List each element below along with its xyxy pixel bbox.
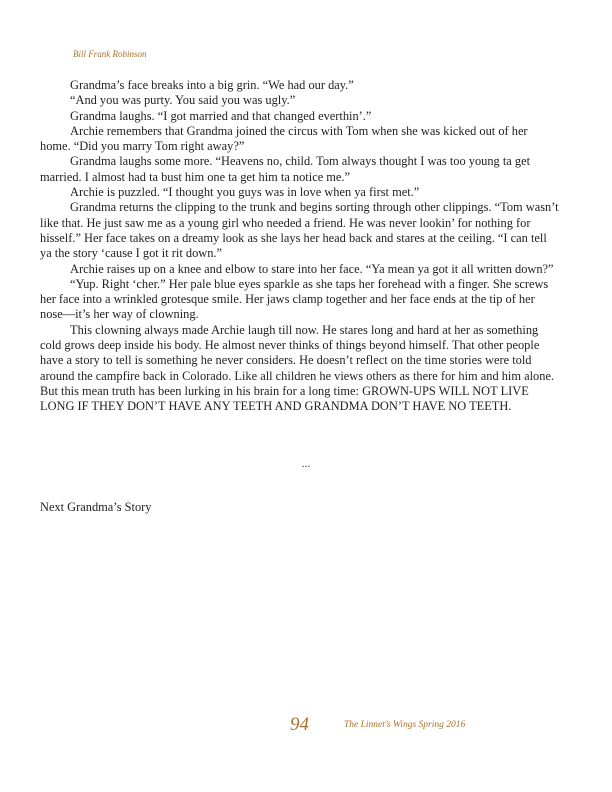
next-story-link[interactable]: Next Grandma’s Story <box>40 500 152 514</box>
story-paragraph: Grandma laughs some more. “Heavens no, child. Tom always thought I was too young ta get married. I almost had ta bust him one ta get him ta notice me.” <box>40 154 531 184</box>
scene-break: ... <box>301 456 311 470</box>
page-number: 94 <box>290 714 309 735</box>
story-paragraph: Archie is puzzled. “I thought you guys was in love when ya first met.” <box>70 185 420 200</box>
story-paragraph: Grandma’s face breaks into a big grin. “We had our day.” <box>70 78 354 92</box>
story-paragraph: This clowning always made Archie laugh till now. He stares long and hard at her as something cold grows deep inside his body. He almost never thinks of things beyond himself. That other people have a story to tell is something he never considers. He doesn’t reflect on the time stories were told around the campfire back in Colorado. Like all children he views others as there for him and him alone. But this mean truth has been lurking in his brain for a long time: GROWN-UPS WILL NOT LIVE LONG IF THEY DON’T HAVE ANY TEETH AND GRANDMA DON’T HAVE NO TEETH. <box>40 322 555 414</box>
story-body <box>40 78 560 415</box>
story-paragraph: “Yup. Right ‘cher.” Her pale blue eyes sparkle as she taps her forehead with a finger. She screws her face into a wrinkled grotesque smile. Her jaws clamp together and her face ends at the tip of her nose—it’s her way of clowning. <box>40 276 549 322</box>
publication-title: The Linnet’s Wings Spring 2016 <box>344 720 466 730</box>
story-paragraph: Archie raises up on a knee and elbow to stare into her face. “Ya mean ya got it all written down?” <box>70 261 554 276</box>
story-paragraph: “And you was purty. You said you was ugly.” <box>70 93 296 108</box>
story-paragraph: Grandma returns the clipping to the trunk and begins sorting through other clippings. “Tom wasn’t like that. He just saw me as a young girl who needed a friend. He was never lookin’ for nothing for hisself.” Her face takes on a dreamy look as she lays her head back and stares at the ceiling. “I can tell ya the story ‘cause I got it rit down.” <box>40 200 559 261</box>
story-paragraph: Grandma laughs. “I got married and that changed everthin’.” <box>70 108 372 123</box>
running-header-author: Bill Frank Robinson <box>73 49 147 59</box>
story-paragraph: Archie remembers that Grandma joined the circus with Tom when she was kicked out of her home. “Did you marry Tom right away?” <box>40 123 528 154</box>
